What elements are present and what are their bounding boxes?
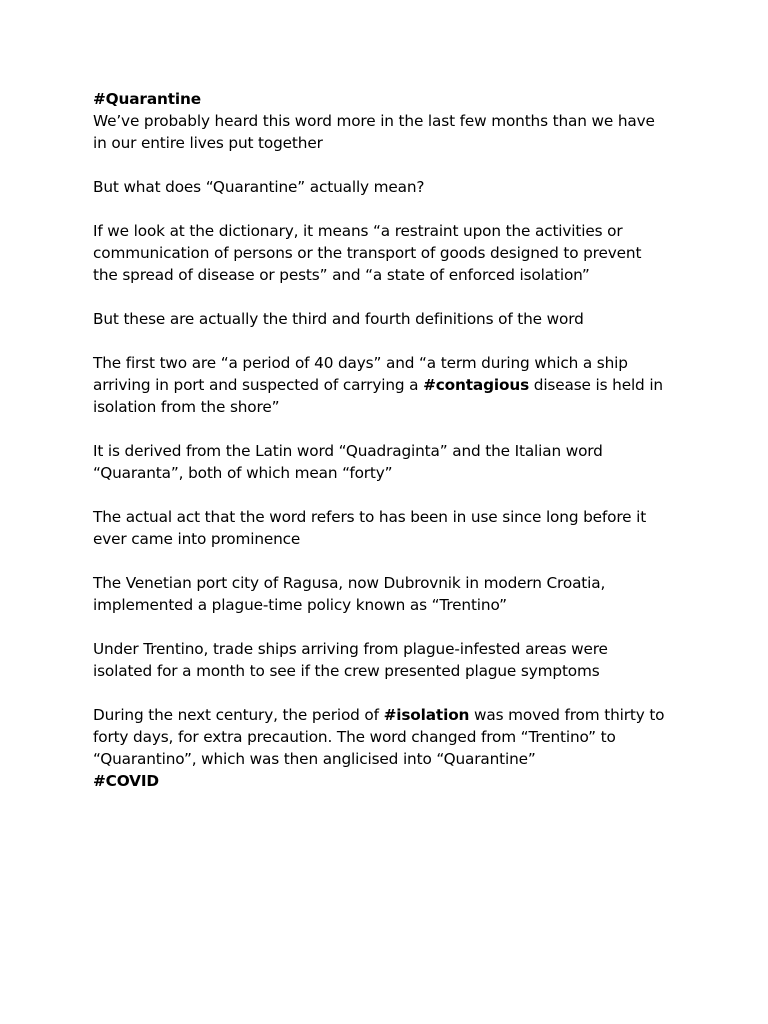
covid-hashtag: #COVID — [93, 772, 159, 790]
first-two-line-2-before: arriving in port and suspected of carrying a — [93, 376, 424, 394]
intro-line-1: We’ve probably heard this word more in the last few months than we have — [93, 112, 655, 130]
contagious-hashtag: #contagious — [423, 376, 530, 394]
first-two-line-2 — [93, 374, 733, 396]
next-century-line-1 — [93, 704, 733, 726]
derived-line-2: “Quaranta”, both of which mean “forty” — [93, 464, 393, 482]
actual-act-line-1: The actual act that the word refers to has been in use since long before it — [93, 508, 647, 526]
venetian-line-1: The Venetian port city of Ragusa, now Dubrovnik in modern Croatia, — [93, 574, 606, 592]
paragraph-gap — [93, 286, 733, 308]
first-two-line-3: isolation from the shore” — [93, 398, 280, 416]
first-two-line-1: The first two are “a period of 40 days” and “a term during which a ship — [93, 354, 628, 372]
next-century-line-1-before: During the next century, the period of — [93, 706, 384, 724]
venetian-line-2: implemented a plague-time policy known as “Trentino” — [93, 596, 507, 614]
derived-line-1: It is derived from the Latin word “Quadraginta” and the Italian word — [93, 442, 603, 460]
isolation-hashtag: #isolation — [383, 706, 470, 724]
paragraph-gap — [93, 330, 733, 352]
document-page — [93, 88, 733, 792]
next-century-line-1-after: was moved from thirty to — [469, 706, 665, 724]
paragraph-gap — [93, 682, 733, 704]
dictionary-line-2: communication of persons or the transport of goods designed to prevent — [93, 244, 642, 262]
actual-act-line-2: ever came into prominence — [93, 530, 301, 548]
paragraph-gap — [93, 198, 733, 220]
dictionary-line-1: If we look at the dictionary, it means “a restraint upon the activities or — [93, 222, 623, 240]
paragraph-gap — [93, 154, 733, 176]
under-trentino-line-1: Under Trentino, trade ships arriving from plague-infested areas were — [93, 640, 608, 658]
paragraph-gap — [93, 550, 733, 572]
document-title: #Quarantine — [93, 90, 201, 108]
third-fourth-line: But these are actually the third and fourth definitions of the word — [93, 310, 584, 328]
under-trentino-line-2: isolated for a month to see if the crew presented plague symptoms — [93, 662, 600, 680]
intro-line-2: in our entire lives put together — [93, 134, 323, 152]
question-line: But what does “Quarantine” actually mean? — [93, 178, 425, 196]
paragraph-gap — [93, 484, 733, 506]
dictionary-line-3: the spread of disease or pests” and “a state of enforced isolation” — [93, 266, 590, 284]
next-century-line-3: “Quarantino”, which was then anglicised into “Quarantine” — [93, 750, 536, 768]
first-two-line-2-after: disease is held in — [529, 376, 663, 394]
paragraph-gap — [93, 616, 733, 638]
paragraph-gap — [93, 418, 733, 440]
next-century-line-2: forty days, for extra precaution. The word changed from “Trentino” to — [93, 728, 616, 746]
